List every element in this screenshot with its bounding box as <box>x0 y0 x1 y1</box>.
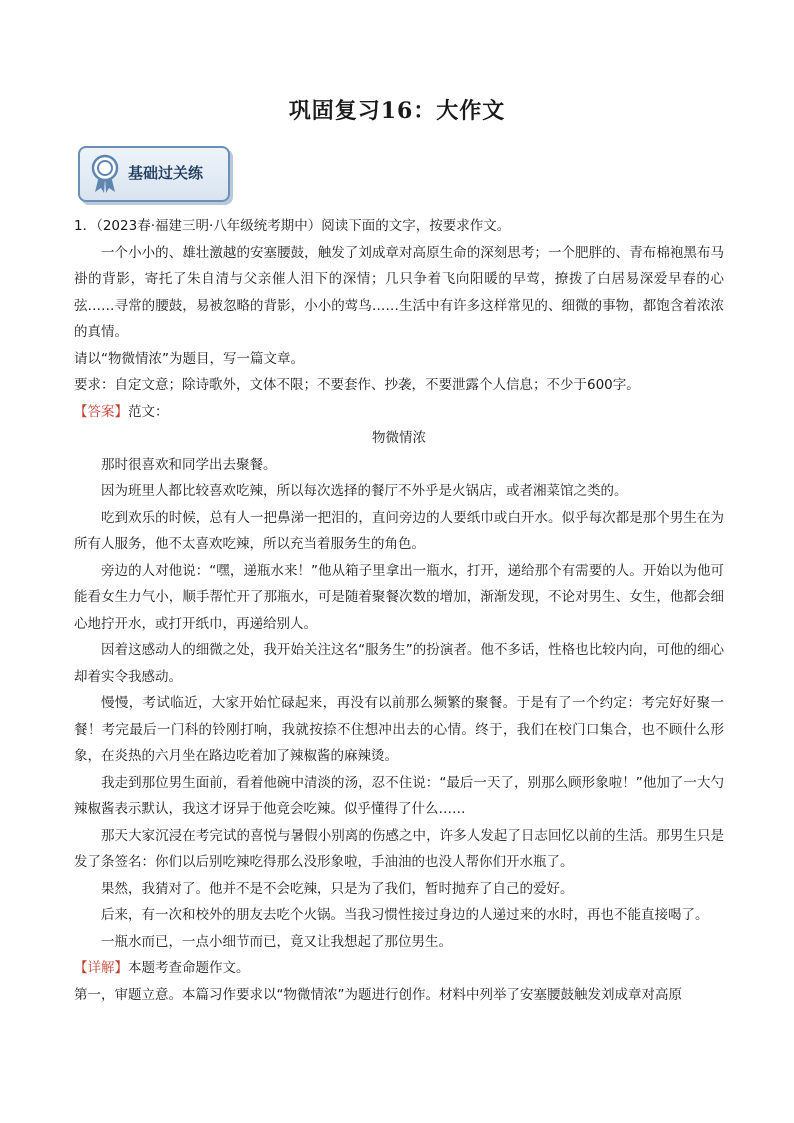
essay-paragraph: 我走到那位男生面前，看着他碗中清淡的汤，忍不住说：“最后一天了，别那么顾形象啦！”他加了一大勺辣椒酱表示默认，我这才讶异于他竟会吃辣。似乎懂得了什么…… <box>74 774 724 817</box>
essay-paragraph: 吃到欢乐的时候，总有人一把鼻涕一把泪的，直问旁边的人要纸巾或白开水。似乎每次都是那个男生在为所有人服务，他不太喜欢吃辣，所以充当着服务生的角色。 <box>74 509 724 552</box>
essay-paragraph: 一瓶水而已，一点小细节而已，竟又让我想起了那位男生。 <box>101 933 452 950</box>
essay-paragraph: 果然，我猜对了。他并不是不会吃辣，只是为了我们，暂时抛弃了自己的爱好。 <box>101 880 574 897</box>
essay-paragraph: 因着这感动人的细微之处，我开始关注这名“服务生”的扮演者。他不多话，性格也比较内向，可他的细心却着实令我感动。 <box>74 642 724 685</box>
page-title: 巩固复习16：大作文 <box>288 98 506 124</box>
badge-label: 基础过关练 <box>128 164 204 182</box>
question-number: 1． <box>74 218 97 234</box>
question-prompt: 请以“物微情浓”为题目，写一篇文章。 <box>74 350 304 367</box>
essay-paragraph: 因为班里人都比较喜欢吃辣，所以每次选择的餐厅不外乎是火锅店，或者湘菜馆之类的。 <box>101 483 628 499</box>
essay-paragraph: 那天大家沉浸在考完试的喜悦与暑假小别离的伤感之中，许多人发起了日志回忆以前的生活。那男生只是发了条签名：你们以后别吃辣吃得那么没形象啦，手油油的也没人帮你们开水瓶了。 <box>74 827 724 870</box>
essay-paragraph: 那时很喜欢和同学出去聚餐。 <box>101 456 277 473</box>
answer-heading <box>74 399 724 426</box>
analysis-tag: 【详解】 <box>74 960 128 976</box>
analysis-intro: 本题考查命题作文。 <box>128 960 250 976</box>
question-material: 一个小小的、雄壮激越的安塞腰鼓，触发了刘成章对高原生命的深刻思考；一个肥胖的、青布棉袍黑布马褂的背影，寄托了朱自清与父亲催人泪下的深情；几只争着飞向阳暖的早莺，撩拨了白居易深爱早春的心弦……寻常的腰鼓，易被忽略的背影，小小的莺鸟……生活中有许多这样常见的、细微的事物，都饱含着浓浓的真情。 <box>74 244 724 340</box>
section-badge <box>78 146 230 202</box>
question-source-text: （2023春·福建三明·八年级统考期中）阅读下面的文字，按要求作文。 <box>96 218 511 234</box>
question-source <box>74 213 724 240</box>
answer-label: 范文： <box>128 403 169 420</box>
question-requirements: 要求：自定文意；除诗歌外，文体不限；不要套作、抄袭，不要泄露个人信息；不少于600字。 <box>74 377 640 393</box>
answer-tag: 【答案】 <box>74 403 128 420</box>
award-ribbon-icon <box>90 154 120 194</box>
analysis-text: 第一，审题立意。本篇习作要求以“物微情浓”为题进行创作。材料中列举了安塞腰鼓触发刘成章对高原 <box>74 986 682 1003</box>
analysis-heading <box>74 955 724 982</box>
document-body <box>74 213 724 1008</box>
essay-paragraph: 旁边的人对他说：“嘿，递瓶水来！”他从箱子里拿出一瓶水，打开，递给那个有需要的人。开始以为他可能看女生力气小，顺手帮忙开了那瓶水，可是随着聚餐次数的增加，渐渐发现，不论对男生、女生，他都会细心地拧开水，或打开纸巾，再递给别人。 <box>74 562 724 632</box>
essay-paragraph: 后来，有一次和校外的朋友去吃个火锅。当我习惯性接过身边的人递过来的水时，再也不能直接喝了。 <box>101 907 709 923</box>
essay-paragraph: 慢慢，考试临近，大家开始忙碌起来，再没有以前那么频繁的聚餐。于是有了一个约定：考完好好聚一餐！考完最后一门科的铃刚打响，我就按捺不住想冲出去的心情。终于，我们在校门口集合，也不顾什么形象，在炎热的六月坐在路边吃着加了辣椒酱的麻辣烫。 <box>74 695 724 764</box>
essay-title: 物微情浓 <box>372 430 426 446</box>
